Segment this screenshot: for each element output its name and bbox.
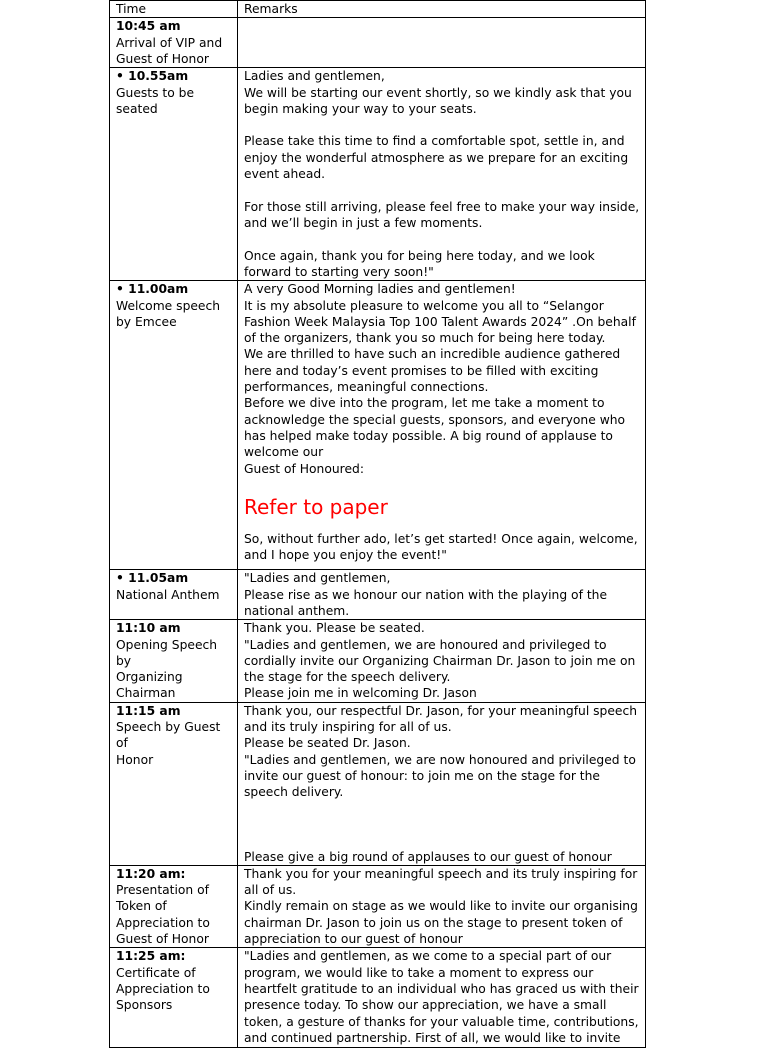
remarks-text: Thank you for your meaningful speech and its truly inspiring for all of us. Kindly remain on stage as we would like to invite our organising chairman Dr. Jason to join us on the stage to present token of appreciation to our guest of honour [244,866,638,947]
remarks-closing-text: Please give a big round of applauses to our guest of honour [244,849,612,864]
table-row [110,18,646,68]
remarks-cell [238,18,646,68]
table-row [110,68,646,281]
remarks-cell [238,620,646,702]
time-label: • 11.00am [116,282,189,297]
time-cell [110,948,238,1048]
item-description: Certificate of Appreciation to Sponsors [116,965,210,1013]
remarks-cell [238,702,646,865]
time-cell [110,18,238,68]
remarks-cell [238,68,646,281]
time-cell [110,570,238,620]
remarks-text: Ladies and gentlemen, We will be starting our event shortly, so we kindly ask that you begin making your way to your seats. Please take this time to find a comfortable spot, settle in, and enjoy the wonderful atmosphere as we prepare for an exciting event ahead. For those still arriving, please feel free to make your way inside, and we’ll begin in just a few moments. Once again, thank you for being here today, and we look forward to starting very soon!" [244,69,640,279]
time-cell [110,865,238,947]
time-cell [110,281,238,570]
remarks-column-header: Remarks [238,1,646,18]
program-schedule-table [109,0,646,1048]
item-description: Arrival of VIP and Guest of Honor [116,35,223,66]
time-cell [110,702,238,865]
table-row [110,702,646,865]
remarks-text: "Ladies and gentlemen, as we come to a special part of our program, we would like to take a moment to express our heartfelt gratitude to an individual who has graced us with their presence today. To show our appreciation, we have a small token, a gesture of thanks for your valuable time, contributions, and continued partnership. First of all, we would like to invite [244,949,639,1045]
remarks-text: A very Good Morning ladies and gentlemen! It is my absolute pleasure to welcome you all to “Selangor Fashion Week Malaysia Top 100 Talent Awards 2024” .On behalf of the organizers, thank you so much for being here today. We are thrilled to have such an incredible audience gathered here and today’s event promises to be filled with exciting performances, meaningful connections. Before we dive into the program, let me take a moment to acknowledge the special guests, sponsors, and everyone who has helped make today possible. A big round of applause to welcome our Guest of Honoured: [244,282,636,476]
blank-space [244,801,640,849]
table-row [110,620,646,702]
time-label: 11:25 am: [116,949,186,964]
remarks-text: "Ladies and gentlemen, Please rise as we honour our nation with the playing of the national anthem. [244,571,608,618]
time-label: • 11.05am [116,571,189,586]
remarks-text: Thank you. Please be seated. "Ladies and gentlemen, we are honoured and privileged to cordially invite our Organizing Chairman Dr. Jason to join me on the stage for the speech delivery. Please join me in welcoming Dr. Jason [244,621,636,701]
item-description: Speech by Guest of Honor [116,720,221,767]
remarks-cell [238,281,646,570]
time-label: 11:15 am [116,703,181,718]
item-description: Opening Speech by Organizing Chairman [116,637,218,701]
table-header-row [110,1,646,18]
remarks-cell [238,865,646,947]
remarks-text: Thank you, our respectful Dr. Jason, for your meaningful speech and its truly inspiring for all of us. Please be seated Dr. Jason. "Ladies and gentlemen, we are now honoured and privileged to invite our guest of honour: to join me on the stage for the speech delivery. [244,703,638,800]
item-description: Welcome speech by Emcee [116,298,221,329]
remarks-closing-text: So, without further ado, let’s get started! Once again, welcome, and I hope you enjoy the event!" [244,531,638,563]
time-label: 10:45 am [116,19,181,34]
time-column-header: Time [110,1,238,18]
table-row [110,948,646,1048]
remarks-cell [238,570,646,620]
refer-to-paper-note: Refer to paper [244,494,388,519]
time-cell [110,68,238,281]
table-row [110,281,646,570]
item-description: National Anthem [116,587,220,602]
time-label: 11:10 am [116,621,181,636]
item-description: Presentation of Token of Appreciation to Guest of Honor [116,883,210,947]
remarks-cell [238,948,646,1048]
time-label: • 10.55am [116,69,189,84]
table-row [110,570,646,620]
table-row [110,865,646,947]
item-description: Guests to be seated [116,85,195,116]
time-label: 11:20 am: [116,866,186,881]
time-cell [110,620,238,702]
